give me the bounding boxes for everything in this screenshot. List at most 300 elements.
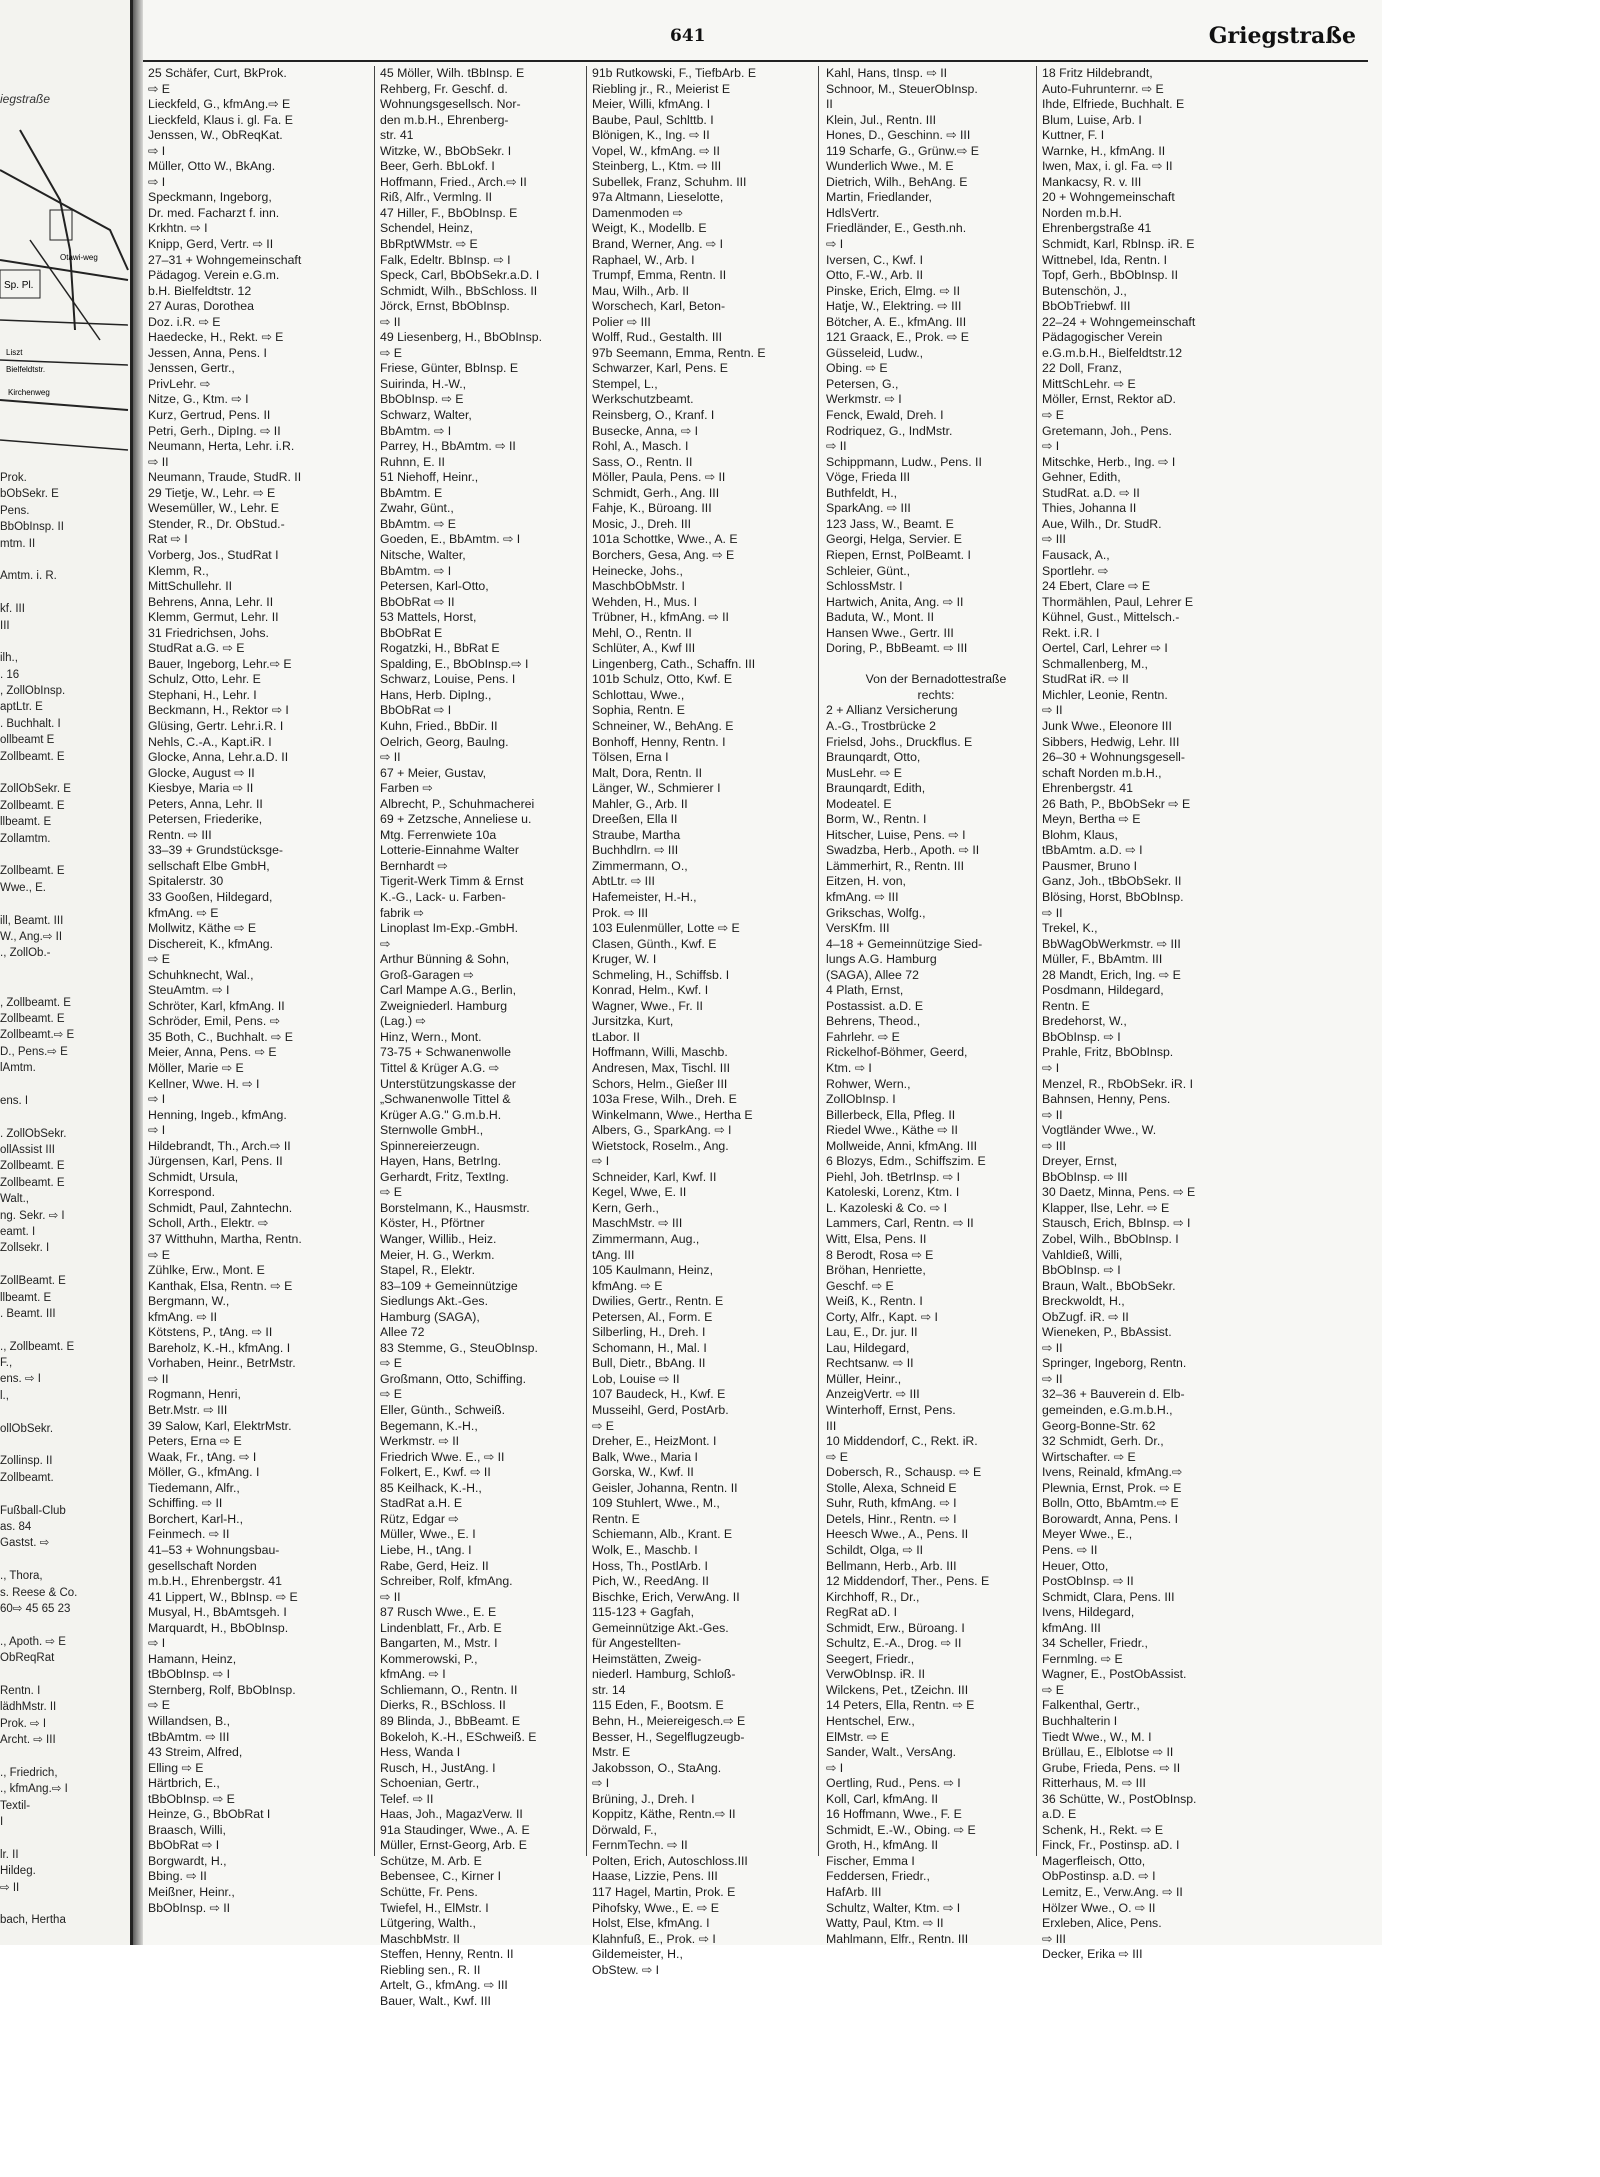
previous-page-line: ⇨ II	[0, 1881, 20, 1894]
directory-entry-line: BbWagObWerkmstr. ⇨ III	[1042, 936, 1181, 951]
directory-entry-line: ⇨ E	[380, 1356, 402, 1371]
directory-entry-line: II	[826, 97, 833, 112]
previous-page-line: ., ZollOb.-	[0, 947, 51, 960]
directory-entry-line: Balk, Wwe., Maria I	[592, 1449, 698, 1464]
directory-entry-line: Artelt, G., kfmAng. ⇨ III	[380, 1978, 508, 1993]
directory-entry-line: Gorska, W., Kwf. II	[592, 1465, 694, 1480]
directory-entry-line: Bauer, Ingeborg, Lehr.⇨ E	[148, 656, 292, 671]
previous-page-line: Zollinsp. II	[0, 1455, 53, 1468]
directory-entry-line: Blum, Luise, Arb. I	[1042, 112, 1142, 127]
directory-entry-line: Wagner, Wwe., Fr. II	[592, 998, 703, 1013]
directory-entry-line: Wolk, E., Maschb. I	[592, 1542, 698, 1557]
directory-entry-line: ⇨	[380, 936, 391, 951]
directory-entry-line: 14 Peters, Ella, Rentn. ⇨ E	[826, 1698, 975, 1713]
directory-entry-line: ⇨ II	[1042, 703, 1063, 718]
directory-entry-line: 97b Seemann, Emma, Rentn. E	[592, 345, 766, 360]
directory-entry-line: Jenssen, W., ObReqKat.	[148, 128, 283, 143]
directory-entry-line: Kötstens, P., tAng. ⇨ II	[148, 1325, 273, 1340]
directory-entry-line: Doring, P., BbBeamt. ⇨ III	[826, 641, 968, 656]
directory-entry-line: Schröder, Emil, Pens. ⇨	[148, 1014, 280, 1029]
directory-entry-line: Norden m.b.H.	[1042, 205, 1122, 220]
directory-entry-line: Albrecht, P., Schuhmacherei	[380, 796, 535, 811]
directory-entry-line: Werkmstr. ⇨ II	[380, 1434, 460, 1449]
directory-entry-line: Bareholz, K.-H., kfmAng. I	[148, 1340, 291, 1355]
previous-page-line: Zollbeamt. E	[0, 1160, 65, 1173]
directory-entry-line: ⇨ III	[1042, 532, 1066, 547]
directory-entry-line: Mstr. E	[592, 1745, 631, 1760]
directory-entry-line: Elling ⇨ E	[148, 1760, 204, 1775]
directory-entry-line: Braasch, Willi,	[148, 1822, 226, 1837]
directory-entry-line: Zimmermann, O.,	[592, 858, 688, 873]
directory-entry-line: ⇨ I	[148, 1636, 166, 1651]
previous-page-line: bObSekr. E	[0, 488, 59, 501]
directory-entry-line: Eller, Günth., Schweiß.	[380, 1403, 506, 1418]
directory-entry-line: ⇨ I	[1042, 1061, 1060, 1075]
directory-entry-line: 83 Stemme, G., SteuObInsp.	[380, 1340, 538, 1355]
previous-page-line	[0, 1076, 128, 1092]
directory-entry-line: Marquardt, H., BbObInsp.	[148, 1620, 289, 1635]
directory-entry-line: SteuAmtm. ⇨ I	[148, 983, 230, 998]
previous-page-line: . Beamt. III	[0, 1307, 56, 1320]
directory-entry-line: MusLehr. ⇨ E	[826, 765, 902, 780]
directory-entry-line: MittSchLehr. ⇨ E	[1042, 376, 1136, 391]
directory-entry-line: Vogtländer Wwe., W.	[1042, 1123, 1157, 1138]
directory-entry-line: 36 Schütte, W., PostObInsp.	[1042, 1791, 1197, 1806]
directory-entry-line: lungs A.G. Hamburg	[826, 952, 937, 967]
directory-entry-line: Grube, Frieda, Pens. ⇨ II	[1042, 1760, 1181, 1775]
directory-entry-line: Wagner, E., PostObAssist.	[1042, 1667, 1187, 1682]
previous-page-line	[0, 1830, 128, 1846]
directory-entry-line: Steinberg, L., Ktm. ⇨ III	[592, 159, 722, 174]
previous-page-line	[0, 585, 128, 601]
directory-entry-line: Lau, E., Dr. jur. II	[826, 1325, 918, 1340]
directory-entry-line: ⇨ I	[148, 143, 166, 158]
map-label: Kirchenweg	[8, 388, 50, 397]
previous-page-line: lr. II	[0, 1848, 19, 1861]
directory-entry-line: Mahler, G., Arb. II	[592, 796, 688, 811]
directory-entry-line: Gretemann, Joh., Pens.	[1042, 423, 1172, 438]
directory-entry-line: Schultz, E.-A., Drog. ⇨ II	[826, 1636, 962, 1651]
directory-entry-line: Bonhoff, Henny, Rentn. I	[592, 734, 726, 749]
directory-entry-line: Malt, Dora, Rentn. II	[592, 765, 703, 780]
directory-entry-line: Meier, H. G., Werkm.	[380, 1247, 495, 1262]
directory-entry-line: Butenschön, J.,	[1042, 283, 1127, 298]
directory-entry-line: Buthfeldt, H.,	[826, 485, 898, 500]
directory-entry-line: Tölsen, Erna I	[592, 750, 669, 765]
directory-entry-line: Henning, Ingeb., kfmAng.	[148, 1107, 287, 1122]
directory-entry-line: Folkert, E., Kwf. ⇨ II	[380, 1465, 491, 1480]
directory-entry-line: 103a Frese, Wilh., Dreh. E	[592, 1092, 737, 1107]
directory-entry-line: ⇨ I	[826, 1760, 844, 1775]
previous-page-line: W., Ang.⇨ II	[0, 930, 63, 943]
directory-entry-line: Iwen, Max, i. gl. Fa. ⇨ II	[1042, 159, 1173, 174]
directory-entry-line: BbAmtm. ⇨ I	[380, 423, 452, 438]
directory-entry-line: Dr. med. Facharzt f. inn.	[148, 205, 280, 220]
directory-entry-line: Schwarzer, Karl, Pens. E	[592, 361, 729, 376]
directory-entry-line: Sternberg, Rolf, BbObInsp.	[148, 1682, 296, 1697]
directory-entry-line: Länger, W., Schmierer I	[592, 781, 721, 796]
directory-entry-line: Rabe, Gerd, Heiz. II	[380, 1558, 489, 1573]
directory-entry-line: Schenk, H., Rekt. ⇨ E	[1042, 1822, 1164, 1837]
directory-entry-line: Stapel, R., Elektr.	[380, 1263, 476, 1278]
directory-entry-line: Bbing. ⇨ II	[148, 1869, 207, 1884]
directory-entry-line: Dreher, E., HeizMont. I	[592, 1434, 717, 1449]
directory-entry-line: Billerbeck, Ella, Pfleg. II	[826, 1107, 956, 1122]
directory-entry-line: Schmidt, Ursula,	[148, 1169, 239, 1184]
directory-entry-line: Zobel, Wilh., BbObInsp. I	[1042, 1232, 1179, 1247]
directory-entry-line: ⇨ II	[826, 439, 847, 454]
previous-page-line: llbeamt. E	[0, 816, 52, 829]
previous-page-line: lädhMstr. II	[0, 1701, 57, 1714]
directory-entry-line: Schmidt, Paul, Zahntechn.	[148, 1200, 293, 1215]
directory-entry-line: MittSchullehr. II	[148, 579, 233, 594]
directory-entry-line: Lieckfeld, Klaus i. gl. Fa. E	[148, 112, 293, 127]
directory-entry-line: Jörck, Ernst, BbObInsp.	[380, 299, 510, 314]
directory-entry-line: 83–109 + Gemeinnützige	[380, 1278, 518, 1293]
directory-entry-line: Stempel, L.,	[592, 376, 658, 391]
directory-entry-line: BbObRat ⇨ I	[380, 703, 452, 718]
directory-column-5	[1042, 66, 1262, 1962]
directory-entry-line: 109 Stuhlert, Wwe., M.,	[592, 1496, 720, 1511]
directory-entry-line: ObStew. ⇨ I	[592, 1962, 660, 1977]
directory-entry-line: StudRat iR. ⇨ II	[1042, 672, 1129, 687]
directory-entry-line: Werkmstr. ⇨ I	[826, 392, 902, 407]
directory-entry-line: Holst, Else, kfmAng. I	[592, 1916, 710, 1931]
directory-entry-line: Klapper, Ilse, Lehr. ⇨ E	[1042, 1200, 1170, 1215]
directory-entry-line: kfmAng. ⇨ II	[148, 1309, 218, 1324]
previous-page-line: Zollamtm.	[0, 832, 51, 845]
directory-entry-line: Prok. ⇨ III	[592, 905, 649, 920]
directory-entry-line: Hartwich, Anita, Ang. ⇨ II	[826, 594, 964, 609]
directory-entry-line: Werkschutzbeamt.	[592, 392, 694, 407]
directory-entry-line: Vorberg, Jos., StudRat I	[148, 547, 279, 562]
previous-page-line: 60⇨ 45 65 23	[0, 1602, 71, 1615]
directory-entry-line: ⇨ II	[1042, 905, 1063, 920]
directory-entry-line: Fahje, K., Büroang. III	[592, 501, 712, 516]
directory-entry-line: Zühlke, Erw., Mont. E	[148, 1263, 265, 1278]
directory-entry-line: Mosic, J., Dreh. III	[592, 516, 692, 531]
directory-entry-line: Mollweide, Anni, kfmAng. III	[826, 1138, 978, 1153]
directory-entry-line: Dierks, R., BSchloss. II	[380, 1698, 506, 1713]
previous-page-line	[0, 1667, 128, 1683]
directory-entry-line: 67 + Meier, Gustav,	[380, 765, 487, 780]
directory-entry-line: VersKfm. III	[826, 921, 890, 936]
directory-entry-line: ⇨ E	[1042, 408, 1064, 423]
directory-entry-line: Sternwolle GmbH.,	[380, 1123, 484, 1138]
directory-entry-line: Lütgering, Walth.,	[380, 1916, 476, 1931]
directory-entry-line: Hentschel, Erw.,	[826, 1713, 915, 1728]
directory-entry-line: Breckwoldt, H.,	[1042, 1294, 1125, 1309]
directory-entry-line: Schors, Helm., Gießer III	[592, 1076, 728, 1091]
directory-entry-line: 115 Eden, F., Bootsm. E	[592, 1698, 724, 1713]
directory-entry-line: StudRat a.G. ⇨ E	[148, 641, 245, 656]
directory-entry-line: Worschech, Karl, Beton-	[592, 299, 726, 314]
directory-entry-line: Kahl, Hans, tInsp. ⇨ II	[826, 66, 948, 80]
directory-entry-line: sellschaft Elbe GmbH,	[148, 858, 270, 873]
directory-entry-line: Hamburg (SAGA),	[380, 1309, 480, 1324]
directory-entry-line: StadRat a.H. E	[380, 1496, 463, 1511]
directory-entry-line: Obing. ⇨ E	[826, 361, 888, 376]
previous-page-line: Zollbeamt. E	[0, 1012, 65, 1025]
directory-entry-line: 37 Witthuhn, Martha, Rentn.	[148, 1232, 302, 1247]
previous-page-line: Prok. ⇨ I	[0, 1717, 47, 1730]
directory-entry-line: FernmTechn. ⇨ II	[592, 1838, 688, 1853]
directory-entry-line: 97a Altmann, Lieselotte,	[592, 190, 724, 205]
directory-entry-line: Meyn, Bertha ⇨ E	[1042, 812, 1141, 827]
previous-page-line: . 16	[0, 668, 20, 681]
directory-entry-line: Andresen, Max, Tischl. III	[592, 1061, 731, 1075]
directory-entry-line: Stender, R., Dr. ObStud.-	[148, 516, 285, 531]
directory-entry-line: Posdmann, Hildegard,	[1042, 983, 1164, 998]
directory-entry-line: Haase, Lizzie, Pens. III	[592, 1869, 718, 1884]
directory-entry-line: Koppitz, Käthe, Rentn.⇨ II	[592, 1807, 736, 1822]
directory-entry-line: Hoffmann, Willi, Maschb.	[592, 1045, 728, 1060]
previous-page-line: ens. I	[0, 1094, 29, 1107]
previous-page-line: mtm. II	[0, 537, 36, 550]
directory-entry-line: Mollwitz, Käthe ⇨ E	[148, 921, 257, 936]
previous-page-line: I	[0, 1816, 4, 1829]
directory-entry-line: Pens. ⇨ II	[1042, 1542, 1098, 1557]
directory-entry-line: Linoplast Im-Exp.-GmbH.	[380, 921, 519, 936]
directory-entry-line: Rohwer, Wern.,	[826, 1076, 911, 1091]
directory-entry-line: Dietrich, Wilh., BehAng. E	[826, 174, 968, 189]
previous-page-line: ZollObSekr. E	[0, 783, 71, 796]
header-rule	[143, 60, 1368, 62]
directory-entry-line: Friedländer, E., Gesth.nh.	[826, 221, 967, 236]
directory-entry-line: Goeden, E., BbAmtm. ⇨ I	[380, 532, 521, 547]
directory-entry-line: Schwarz, Louise, Pens. I	[380, 672, 516, 687]
directory-entry-line: Schuhknecht, Wal.,	[148, 967, 254, 982]
previous-page-line: . Buchhalt. I	[0, 717, 61, 730]
directory-entry-line: Spalding, E., BbObInsp.⇨ I	[380, 656, 529, 671]
directory-entry-line: Schoenian, Gertr.,	[380, 1776, 480, 1791]
previous-page-line: Hildeg.	[0, 1865, 36, 1878]
directory-entry-line: MaschMstr. ⇨ III	[592, 1216, 683, 1231]
directory-entry-line: Behrens, Anna, Lehr. II	[148, 594, 274, 609]
directory-entry-line: (SAGA), Allee 72	[826, 967, 919, 982]
directory-entry-line: Hölzer Wwe., O. ⇨ II	[1042, 1900, 1156, 1915]
directory-entry-line: Riedel Wwe., Käthe ⇨ II	[826, 1123, 958, 1138]
directory-entry-line: Ktm. ⇨ I	[826, 1061, 872, 1075]
directory-entry-line: Tittel & Krüger A.G. ⇨	[380, 1061, 500, 1075]
directory-entry-line: Pädagogischer Verein	[1042, 330, 1163, 345]
directory-entry-line: Aue, Wilh., Dr. StudR.	[1042, 516, 1162, 531]
directory-entry-line: Watty, Paul, Ktm. ⇨ II	[826, 1916, 944, 1931]
previous-page-line	[0, 1404, 128, 1420]
directory-entry-line: Baube, Paul, Schlttb. I	[592, 112, 714, 127]
directory-entry-line: VerwObInsp. iR. II	[826, 1667, 926, 1682]
directory-entry-line: Falk, Edeltr. BbInsp. ⇨ I	[380, 252, 511, 267]
directory-entry-line: Parrey, H., BbAmtm. ⇨ II	[380, 439, 516, 454]
directory-entry-line: Junk Wwe., Eleonore III	[1042, 718, 1172, 733]
previous-page-line: F.,	[0, 1357, 13, 1370]
directory-entry-line: Kühnel, Gust., Mittelsch.-	[1042, 610, 1180, 625]
directory-entry-line: Begemann, K.-H.,	[380, 1418, 478, 1433]
directory-entry-line: Krkhtn. ⇨ I	[148, 221, 208, 236]
directory-entry-line: Möller, Marie ⇨ E	[148, 1061, 244, 1075]
directory-entry-line: Hafemeister, H.-H.,	[592, 889, 697, 904]
directory-entry-line: Müller, Heinr.,	[826, 1371, 902, 1386]
directory-entry-line: Klemm, Germut, Lehr. II	[148, 610, 279, 625]
directory-entry-line: Lingenberg, Cath., Schaffn. III	[592, 656, 756, 671]
directory-entry-line: Bredehorst, W.,	[1042, 1014, 1127, 1029]
directory-entry-line: BbObInsp. ⇨ E	[380, 392, 464, 407]
previous-page-line: Archt. ⇨ III	[0, 1734, 56, 1747]
directory-entry-line: Wunderlich Wwe., M. E	[826, 159, 954, 174]
directory-entry-line: Grikschas, Wolfg.,	[826, 905, 926, 920]
directory-entry-line: Martin, Friedlander,	[826, 190, 932, 205]
directory-entry-line: tBbObInsp. ⇨ E	[148, 1791, 235, 1806]
directory-entry-line: Groß-Garagen ⇨	[380, 967, 474, 982]
directory-entry-line: L. Kazoleski & Co. ⇨ I	[826, 1200, 948, 1215]
directory-entry-line: Heesch Wwe., A., Pens. II	[826, 1527, 969, 1542]
directory-column-1	[148, 66, 368, 1915]
directory-entry-line: 119 Scharfe, G., Grünw.⇨ E	[826, 143, 979, 158]
directory-entry-line: Koll, Carl, kfmAng. II	[826, 1791, 939, 1806]
directory-entry-line: Schütte, Fr. Pens.	[380, 1884, 478, 1899]
directory-entry-line: Haedecke, H., Rekt. ⇨ E	[148, 330, 284, 345]
previous-page-line: ObReqRat	[0, 1652, 55, 1665]
directory-entry-line: Hones, D., Geschinn. ⇨ III	[826, 128, 971, 143]
previous-page-line: ., Zollbeamt. E	[0, 1340, 75, 1353]
directory-entry-line: Dreyer, Ernst,	[1042, 1154, 1118, 1169]
previous-page-line: ollAssist III	[0, 1144, 55, 1157]
directory-entry-line: Härtbrich, E.,	[148, 1776, 220, 1791]
previous-page-line: Zollbeamt. E	[0, 799, 65, 812]
directory-entry-line: Suhr, Ruth, kfmAng. ⇨ I	[826, 1496, 957, 1511]
directory-entry-line: BbObInsp. ⇨ I	[1042, 1263, 1121, 1278]
directory-entry-line	[826, 657, 1046, 673]
directory-entry-line: ⇨ E	[380, 345, 402, 360]
directory-entry-line: Schleier, Günt.,	[826, 563, 911, 578]
directory-entry-line: Nehls, C.-A., Kapt.iR. I	[148, 734, 272, 749]
directory-entry-line: Ehrenbergstraße 41	[1042, 221, 1152, 236]
directory-entry-line: Meyer Wwe., E.,	[1042, 1527, 1133, 1542]
directory-entry-line: Heinecke, Johs.,	[592, 563, 683, 578]
previous-page-line: Zollbeamt. E	[0, 750, 65, 763]
directory-entry-line: 20 + Wohngemeinschaft	[1042, 190, 1175, 205]
previous-page-line	[0, 896, 128, 912]
directory-entry-line: Ivens, Hildegard,	[1042, 1605, 1135, 1620]
directory-entry-line: Winterhoff, Ernst, Pens.	[826, 1403, 956, 1418]
directory-entry-line: Hans, Herb. DipIng.,	[380, 687, 492, 702]
directory-entry-line: 32–36 + Bauverein d. Elb-	[1042, 1387, 1185, 1402]
directory-entry-line: Trekel, K.,	[1042, 921, 1098, 936]
directory-entry-line: Finck, Fr., Postinsp. aD. I	[1042, 1838, 1180, 1853]
directory-entry-line: Zimmermann, Aug.,	[592, 1232, 700, 1247]
previous-page-line: ens. ⇨ I	[0, 1373, 41, 1386]
directory-entry-line: ⇨ II	[380, 1589, 401, 1604]
directory-entry-line: Hildebrandt, Th., Arch.⇨ II	[148, 1138, 291, 1153]
directory-entry-line: Riebling jr., R., Meierist E	[592, 81, 731, 96]
directory-entry-line: Lemitz, E., Verw.Ang. ⇨ II	[1042, 1884, 1183, 1899]
directory-entry-line: Feddersen, Friedr.,	[826, 1869, 930, 1884]
directory-entry-line: ⇨ E	[592, 1418, 614, 1433]
directory-entry-line: Sophia, Rentn. E	[592, 703, 685, 718]
directory-entry-line: Weigt, K., Modellb. E	[592, 221, 707, 236]
directory-entry-line: Gildemeister, H.,	[592, 1947, 683, 1962]
directory-entry-line: b.H. Bielfeldtstr. 12	[148, 283, 252, 298]
directory-entry-line: 4–18 + Gemeinnützige Sied-	[826, 936, 983, 951]
directory-entry-line: 18 Fritz Hildebrandt,	[1042, 66, 1153, 80]
directory-entry-line: Betr.Mstr. ⇨ III	[148, 1403, 228, 1418]
directory-entry-line: Zwahr, Günt.,	[380, 501, 454, 516]
directory-entry-line: ⇨ E	[380, 1387, 402, 1402]
directory-entry-line: Hamann, Heinz,	[148, 1651, 237, 1666]
directory-entry-line: Vöge, Frieda III	[826, 470, 911, 485]
directory-entry-line: Riebling sen., R. II	[380, 1962, 481, 1977]
previous-page-line: Amtm. i. R.	[0, 570, 57, 583]
directory-entry-line: Schnoor, M., SteuerObInsp.	[826, 81, 978, 96]
directory-entry-line: Neumann, Traude, StudR. II	[148, 470, 302, 485]
directory-entry-line: Postassist. a.D. E	[826, 998, 924, 1013]
directory-entry-line: Rehberg, Fr. Geschf. d.	[380, 81, 508, 96]
directory-entry-line: ⇨ E	[826, 1449, 848, 1464]
previous-page-line	[0, 1552, 128, 1568]
directory-entry-line: Eitzen, H. von,	[826, 874, 906, 889]
directory-entry-line: Schütze, M. Arb. E	[380, 1853, 482, 1868]
directory-entry-line: Petersen, Karl-Otto,	[380, 579, 489, 594]
directory-column-3	[592, 66, 812, 1977]
directory-entry-line: Heinze, G., BbObRat I	[148, 1807, 271, 1822]
previous-page-line: l.,	[0, 1389, 9, 1402]
directory-entry-line: Fausack, A.,	[1042, 547, 1110, 562]
directory-entry-line: AnzeigVertr. ⇨ III	[826, 1387, 920, 1402]
map-label: Bielfeldtstr.	[6, 365, 46, 374]
directory-entry-line: Hoss, Th., PostlArb. I	[592, 1558, 708, 1573]
directory-entry-line: ⇨ II	[148, 1371, 169, 1386]
directory-entry-line: Rentn. E	[1042, 998, 1090, 1013]
directory-entry-line: Schmidt, E.-W., Obing. ⇨ E	[826, 1822, 976, 1837]
directory-entry-line: Menzel, R., RbObSekr. iR. I	[1042, 1076, 1194, 1091]
directory-entry-line: Seegert, Friedr.,	[826, 1651, 915, 1666]
directory-entry-line: Sibbers, Hedwig, Lehr. III	[1042, 734, 1180, 749]
directory-entry-line: Braunqardt, Edith,	[826, 781, 926, 796]
directory-entry-line: HdlsVertr.	[826, 205, 880, 220]
directory-entry-line: Dobersch, R., Schausp. ⇨ E	[826, 1465, 982, 1480]
previous-page-line: ill, Beamt. III	[0, 914, 64, 927]
directory-entry-line: niederl. Hamburg, Schloß-	[592, 1667, 736, 1682]
directory-entry-line: Geisler, Johanna, Rentn. II	[592, 1480, 738, 1495]
directory-entry-line: 91b Rutkowski, F., TiefbArb. E	[592, 66, 757, 80]
previous-page-line: eamt. I	[0, 1225, 36, 1238]
directory-entry-line: Unterstützungskasse der	[380, 1076, 517, 1091]
directory-entry-line: Heimstätten, Zweig-	[592, 1651, 702, 1666]
previous-page-line: as. 84	[0, 1521, 32, 1533]
previous-page-line: . ZollObSekr.	[0, 1127, 67, 1140]
directory-entry-line: Dreeßen, Ella II	[592, 812, 678, 827]
previous-page-line	[0, 962, 128, 978]
directory-entry-line: ⇨ III	[1042, 1138, 1066, 1153]
directory-entry-line: Sass, O., Rentn. II	[592, 454, 693, 469]
directory-entry-line: Müller, Otto W., BkAng.	[148, 159, 276, 174]
directory-entry-line: 47 Hiller, F., BbObInsp. E	[380, 205, 518, 220]
directory-entry-line: Bokeloh, K.-H., ESchweiß. E	[380, 1729, 537, 1744]
book-gutter	[133, 0, 143, 1945]
previous-page-line: ilh.,	[0, 652, 18, 665]
previous-page-line: Zollsekr. I	[0, 1242, 50, 1255]
directory-entry-line: 43 Streim, Alfred,	[148, 1745, 243, 1760]
directory-entry-line: Modeatel. E	[826, 796, 892, 811]
previous-page-line	[0, 1322, 128, 1338]
directory-entry-line: Carl Mampe A.G., Berlin,	[380, 983, 516, 998]
previous-page-line: lAmtm.	[0, 1062, 36, 1075]
directory-entry-line: 101a Schottke, Wwe., A. E	[592, 532, 738, 547]
directory-entry-line: a.D. E	[1042, 1807, 1077, 1822]
directory-entry-line: Korrespond.	[148, 1185, 215, 1200]
previous-page-line	[0, 1486, 128, 1502]
directory-entry-line: Rohl, A., Masch. I	[592, 439, 689, 454]
